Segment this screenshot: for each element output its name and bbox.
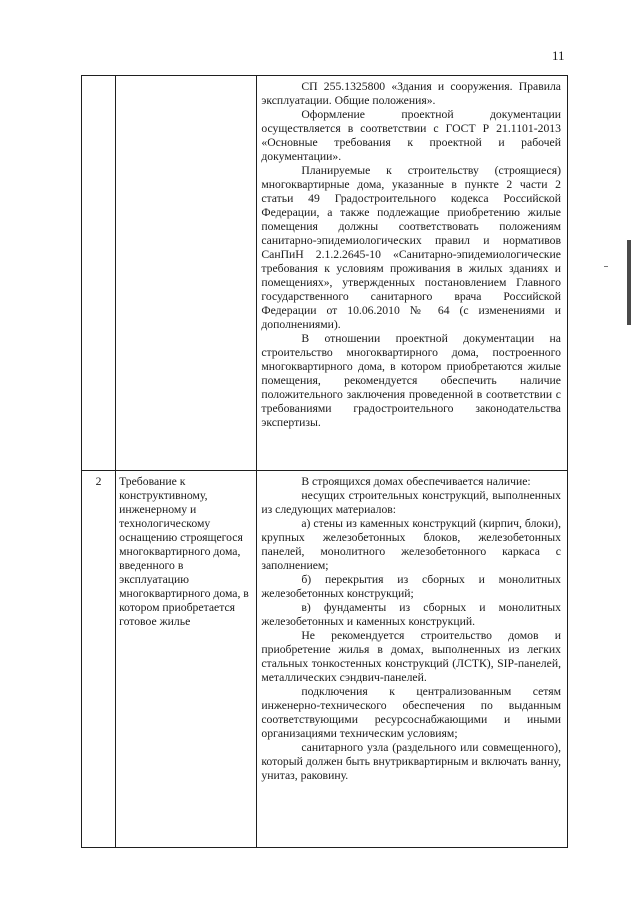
requirements-table <box>81 75 568 848</box>
description-paragraph: в) фундаменты из сборных и монолитных железобетонных и каменных конструкций. <box>261 601 561 628</box>
scan-margin-tick <box>604 266 608 267</box>
description-paragraph: СП 255.1325800 «Здания и сооружения. Правила эксплуатации. Общие положения». <box>261 80 561 107</box>
description-cell <box>257 471 568 848</box>
description-paragraph: санитарного узла (раздельного или совмещенного), который должен быть внутриквартирным и включать ванну, унитаз, раковину. <box>261 741 561 782</box>
description-paragraph: несущих строительных конструкций, выполненных из следующих материалов: <box>261 489 561 516</box>
description-paragraph: а) стены из каменных конструкций (кирпич, блоки), крупных железобетонных блоков, железобетонных панелей, монолитного железобетонного каркаса с заполнением; <box>261 517 561 572</box>
description-paragraph: В отношении проектной документации на строительство многоквартирного дома, построенного многоквартирного дома, в котором приобретаются жилые помещения, рекомендуется обеспечить наличие положительного заключения проведенной в соответствии с требованиями градостроительного законодательства экспертизы. <box>261 332 561 429</box>
page-number: 11 <box>552 48 565 63</box>
description-paragraph: б) перекрытия из сборных и монолитных железобетонных конструкций; <box>261 573 561 600</box>
table-row <box>82 76 568 471</box>
description-cell <box>257 76 568 471</box>
description-paragraph: Не рекомендуется строительство домов и приобретение жилья в домах, выполненных из легких стальных тонкостенных конструкций (ЛСТК), SIP-панелей, металлических сэндвич-панелей. <box>261 629 561 684</box>
description-paragraph: В строящихся домах обеспечивается наличие: <box>301 475 531 488</box>
row-number-cell: 2 <box>82 471 116 848</box>
description-paragraph: подключения к централизованным сетям инженерно-технического обеспечения по выданным соответствующими ресурсоснабжающими и иными организациями техническим условиям; <box>261 685 561 740</box>
description-paragraph: Оформление проектной документации осуществляется в соответствии с ГОСТ Р 21.1101-2013 «Основные требования к проектной и рабочей документации». <box>261 108 561 163</box>
row-number-cell <box>82 76 116 471</box>
requirement-cell <box>116 76 257 471</box>
table-row <box>82 471 568 848</box>
scan-margin-mark <box>627 240 631 325</box>
requirement-cell: Требование к конструктивному, инженерному и технологическому оснащению строящегося многоквартирного дома, введенного в эксплуатацию многоквартирного дома, в котором приобретается готовое жилье <box>116 471 257 848</box>
description-paragraph: Планируемые к строительству (строящиеся) многоквартирные дома, указанные в пункте 2 части 2 статьи 49 Градостроительного кодекса Российской Федерации, а также подлежащие приобретению жилые помещения должны соответствовать положениям санитарно-эпидемиологических правил и нормативов СанПиН 2.1.2.2645-10 «Санитарно-эпидемиологические требования к условиям проживания в жилых зданиях и помещениях», утвержденных постановлением Главного государственного санитарного врача Российской Федерации от 10.06.2010 № 64 (с изменениями и дополнениями). <box>261 164 561 331</box>
